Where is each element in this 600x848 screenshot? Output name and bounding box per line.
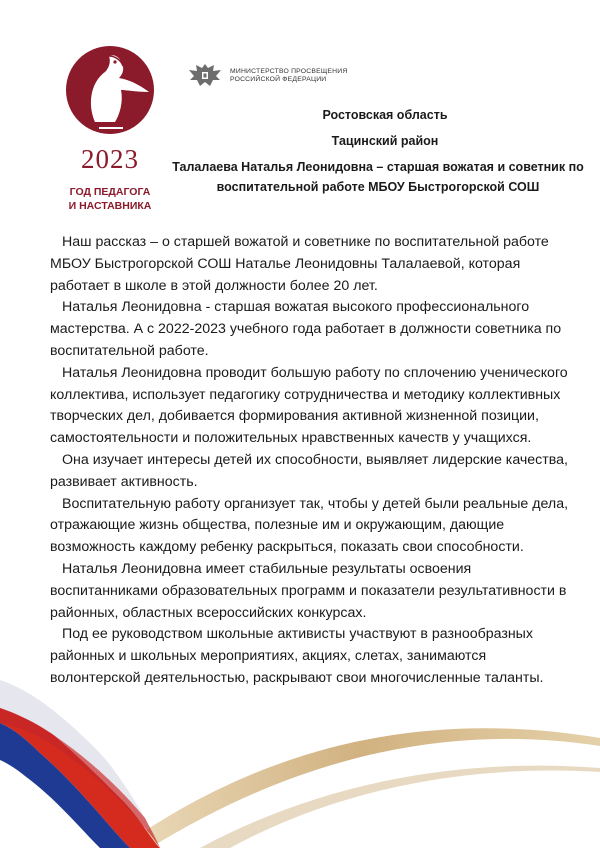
person-heading-line1: Талалаева Наталья Леонидовна – старшая вожатая и советник по <box>172 160 584 174</box>
region-heading: Ростовская область <box>322 108 448 122</box>
ministry-line1: МИНИСТЕРСТВО ПРОСВЕЩЕНИЯ <box>230 68 348 75</box>
logo-caption-line2: И НАСТАВНИКА <box>68 200 152 212</box>
logo-year: 2023 <box>81 144 139 174</box>
paragraph: Наталья Леонидовна - старшая вожатая высокого профессионального мастерства. А с 2022-2023 учебного года работает в должности советника по воспитательной работе. <box>50 299 562 359</box>
paragraph: Наш рассказ – о старшей вожатой и советнике по воспитательной работе МБОУ Быстрогорской СОШ Наталье Леонидовны Талалаевой, которая работает в школе в этой должности более 20 лет. <box>50 234 549 294</box>
paragraph: Наталья Леонидовна имеет стабильные результаты освоения воспитанниками образовательных программ и показатели результативности в районных, областных всероссийских конкурсах. <box>50 560 567 621</box>
paragraph: Под ее руководством школьные активисты участвуют в разнообразных районных и школьных мероприятиях, акциях, слетах, занимаются волонтерской деятельностью, раскрывают свои многочисленные таланты. <box>50 626 544 686</box>
paragraph: Наталья Леонидовна проводит большую работу по сплочению ученического коллектива, использует педагогику сотрудничества и методику коллективных творческих дел, добивается формирования активной жизненной позиции, самостоятельности и положительных нравственных качеств у учащихся. <box>50 364 568 447</box>
paragraph: Воспитательную работу организует так, чтобы у детей были реальные дела, отражающие жизнь общества, полезные им и окружающим, дающие возможность каждому ребенку раскрыться, показать свои способности. <box>50 495 569 556</box>
pelican-icon <box>65 42 155 142</box>
tricolor-ribbon-decoration <box>0 668 600 848</box>
ministry-name <box>230 68 347 84</box>
article-body <box>50 232 580 690</box>
district-heading: Тацинский район <box>331 134 439 148</box>
person-heading-line2: воспитательной работе МБОУ Быстрогорской СОШ <box>216 180 540 194</box>
paragraph: Она изучает интересы детей их способности, выявляет лидерские качества, развивает активность. <box>50 451 568 490</box>
logo-caption-line1: ГОД ПЕДАГОГА <box>69 186 151 198</box>
coat-of-arms-icon <box>186 62 224 90</box>
ministry-line2: РОССИЙСКОЙ ФЕДЕРАЦИИ <box>230 76 327 83</box>
year-of-teacher-logo <box>55 42 165 212</box>
